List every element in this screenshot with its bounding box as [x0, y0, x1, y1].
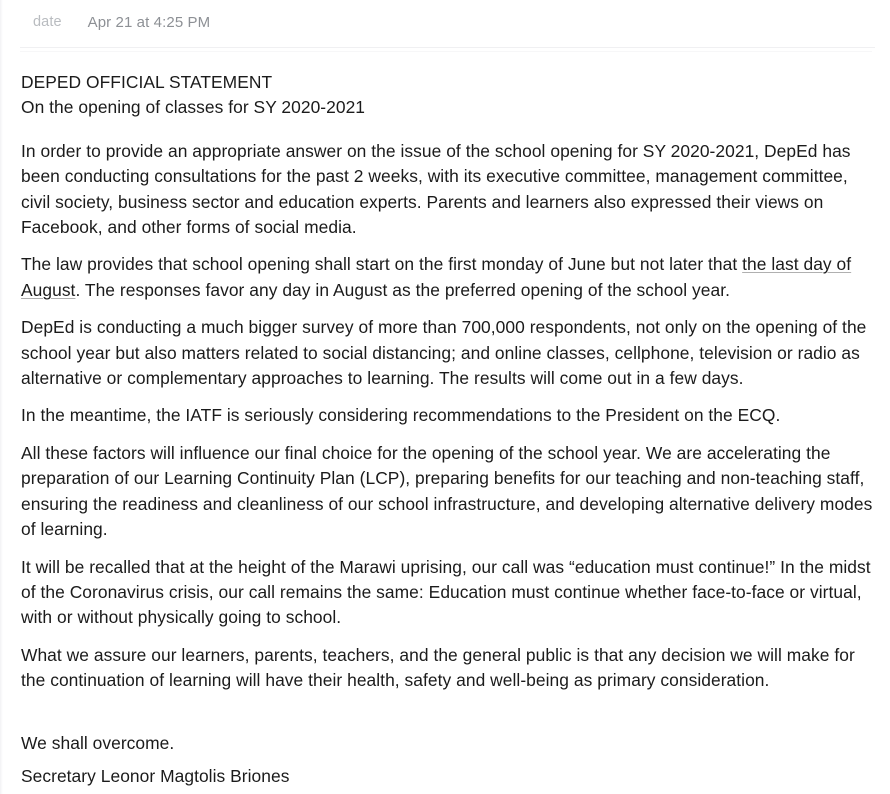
- date-field-label: date: [33, 14, 62, 30]
- statement-paragraph-3: In the meantime, the IATF is seriously considering recommendations to the President on the ECQ.: [21, 405, 781, 426]
- statement-title: DEPED OFFICIAL STATEMENT: [21, 72, 273, 92]
- statement-paragraph-law: [21, 252, 873, 303]
- statement-paragraph-1: In order to provide an appropriate answer on the issue of the school opening for SY 2020-2021, DepEd has been conducting consultations for the past 2 weeks, with its executive committee, management committee, civil society, business sector and education experts. Parents and learners also expressed their views on Facebook, and other forms of social media.: [21, 140, 851, 238]
- law-text-after: . The responses favor any day in August as the preferred opening of the school year.: [75, 279, 730, 300]
- statement-closing: We shall overcome.: [21, 732, 175, 753]
- header-divider-secondary: [20, 51, 872, 52]
- statement-paragraph-4: All these factors will influence our final choice for the opening of the school year. We are accelerating the preparation of our Learning Continuity Plan (LCP), preparing benefits for our teaching and non-teaching staff, ensuring the readiness and cleanliness of our school infrastructure, and developing alternative delivery modes of learning.: [21, 442, 873, 540]
- statement-signature: Secretary Leonor Magtolis Briones: [21, 765, 290, 786]
- statement-paragraph-6: What we assure our learners, parents, teachers, and the general public is that any decision we will make for the continuation of learning will have their health, safety and well-being as primary consideration.: [21, 644, 855, 691]
- message-date-row: [0, 0, 890, 44]
- header-divider: [20, 47, 875, 48]
- pane-left-edge: [0, 0, 3, 794]
- statement-paragraph-5: It will be recalled that at the height of the Marawi uprising, our call was “education must continue!” In the midst of the Coronavirus crisis, our call remains the same: Education must continue whether face-to-face or virtual, with or without physically going to school.: [21, 556, 871, 628]
- statement-heading: [21, 70, 873, 121]
- statement-subtitle: On the opening of classes for SY 2020-2021: [21, 97, 366, 118]
- law-text-underlined: the last day of August: [21, 254, 852, 300]
- statement-blank-line: [21, 706, 873, 731]
- statement-paragraph-2: DepEd is conducting a much bigger survey of more than 700,000 respondents, not only on the opening of the school year but also matters related to social distancing; and online classes, cellphone, television or radio as alternative or complementary approaches to learning. The results will come out in a few days.: [21, 317, 867, 389]
- date-field-value: Apr 21 at 4:25 PM: [87, 13, 211, 31]
- law-text-before: The law provides that school opening shall start on the first monday of June but not later that: [21, 254, 743, 275]
- statement-body: [21, 70, 873, 789]
